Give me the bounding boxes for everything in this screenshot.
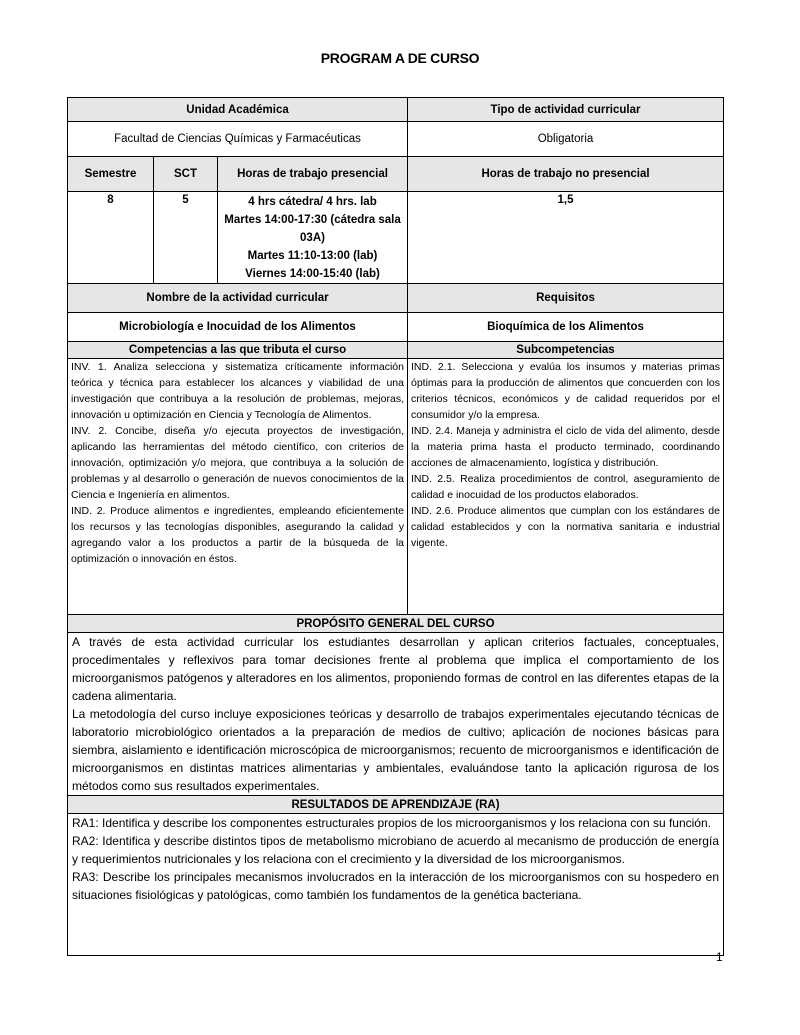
nombre-actividad-value: Microbiología e Inocuidad de los Alimentos xyxy=(68,313,408,342)
sct-value: 5 xyxy=(154,192,218,284)
competencia-item: INV. 2. Concibe, diseña y/o ejecuta proyectos de investigación, aplicando las herramientas del método científico, con criterios de innovación, optimización y/o mejora, que contribuya a la solución de problemas y al desarrollo o generación de nuevos conocimientos de la Ciencia e Ingeniería en alimentos. xyxy=(71,425,404,501)
course-program-table xyxy=(67,97,724,956)
subcompetencias-label: Subcompetencias xyxy=(408,342,724,359)
resultado-item: RA3: Describe los principales mecanismos involucrados en la interacción de los microorganismos con su hospedero en situaciones fisiológicas y patológicas, como también los fundamentos de la genética bacteriana. xyxy=(72,870,719,902)
resultados-label: RESULTADOS DE APRENDIZAJE (RA) xyxy=(68,796,724,814)
subcompetencia-item: IND. 2.1. Selecciona y evalúa los insumos y materias primas óptimas para la producción de alimentos que concuerden con los criterios técnicos, económicos y de calidad requeridos por el consumidor y/o la empresa. xyxy=(411,361,720,421)
competencia-item: INV. 1. Analiza selecciona y sistematiza críticamente información teórica y técnica para establecer los alcances y viabilidad de una investigación que contribuya a la resolución de problemas, mejoras, innovación u optimización en Ciencia y Tecnología de Alimentos. xyxy=(71,361,404,421)
semestre-value: 8 xyxy=(68,192,154,284)
resultado-item: RA2: Identifica y describe distintos tipos de metabolismo microbiano de acuerdo al mecanismo de producción de energía y requerimientos nutricionales y los relaciona con el crecimiento y la diversidad de los microorganismos. xyxy=(72,834,719,866)
horas-line: Martes 11:10-13:00 (lab) xyxy=(247,250,378,262)
requisitos-label: Requisitos xyxy=(408,284,724,313)
proposito-label: PROPÓSITO GENERAL DEL CURSO xyxy=(68,615,724,633)
horas-no-presencial-label: Horas de trabajo no presencial xyxy=(408,157,724,192)
horas-presencial-value xyxy=(218,192,408,284)
page-number: 1 xyxy=(716,950,723,964)
tipo-actividad-label: Tipo de actividad curricular xyxy=(408,98,724,122)
semestre-label: Semestre xyxy=(68,157,154,192)
horas-presencial-label: Horas de trabajo presencial xyxy=(218,157,408,192)
horas-line: 4 hrs cátedra/ 4 hrs. lab xyxy=(248,196,377,208)
sct-label: SCT xyxy=(154,157,218,192)
subcompetencia-item: IND. 2.6. Produce alimentos que cumplan con los estándares de calidad establecidos y con la normativa sanitaria e industrial vigente. xyxy=(411,505,720,549)
subcompetencia-item: IND. 2.4. Maneja y administra el ciclo de vida del alimento, desde la materia prima hasta el producto terminado, coordinando acciones de almacenamiento, logística y distribución. xyxy=(411,425,720,469)
unidad-academica-label: Unidad Académica xyxy=(68,98,408,122)
horas-line: Martes 14:00-17:30 (cátedra sala 03A) xyxy=(224,214,401,244)
subcompetencia-item: IND. 2.5. Realiza procedimientos de control, aseguramiento de calidad e inocuidad de los productos elaborados. xyxy=(411,473,720,501)
nombre-actividad-label: Nombre de la actividad curricular xyxy=(68,284,408,313)
proposito-paragraph: La metodología del curso incluye exposiciones teóricas y desarrollo de trabajos experimentales ejecutando técnicas de laboratorio microbiológico orientados a la preparación de medios de cultivo; aplicación de nociones básicas para siembra, aislamiento e identificación microscópica de microorganismos; recuento de microorganismos e identificación de microorganismos en distintas matrices alimentarias y ambientales, evaluándose tanto la aplicación rigurosa de los métodos como sus resultados experimentales. xyxy=(72,707,719,793)
unidad-academica-value: Facultad de Ciencias Químicas y Farmacéuticas xyxy=(68,122,408,157)
requisitos-value: Bioquímica de los Alimentos xyxy=(408,313,724,342)
competencias-list xyxy=(68,359,408,615)
competencia-item: IND. 2. Produce alimentos e ingredientes, empleando eficientemente los recursos y las tecnologías disponibles, asegurando la calidad y agregando valor a los productos a partir de la búsqueda de la optimización o innovación en éstos. xyxy=(71,505,404,565)
horas-line: Viernes 14:00-15:40 (lab) xyxy=(245,268,380,280)
subcompetencias-list xyxy=(408,359,724,615)
proposito-text xyxy=(68,633,724,796)
tipo-actividad-value: Obligatoria xyxy=(408,122,724,157)
proposito-paragraph: A través de esta actividad curricular los estudiantes desarrollan y aplican criterios factuales, conceptuales, procedimentales y reflexivos para tomar decisiones frente al problema que implica el comportamiento de los microorganismos patógenos y alteradores en los alimentos, proponiendo formas de control en las diferentes etapas de la cadena alimentaria. xyxy=(72,635,719,703)
page-title: PROGRAM A DE CURSO xyxy=(320,50,480,66)
resultado-item: RA1: Identifica y describe los componentes estructurales propios de los microorganismos y los relaciona con su función. xyxy=(72,816,711,830)
horas-no-presencial-value: 1,5 xyxy=(408,192,724,284)
resultados-list xyxy=(68,814,724,956)
competencias-label: Competencias a las que tributa el curso xyxy=(68,342,408,359)
